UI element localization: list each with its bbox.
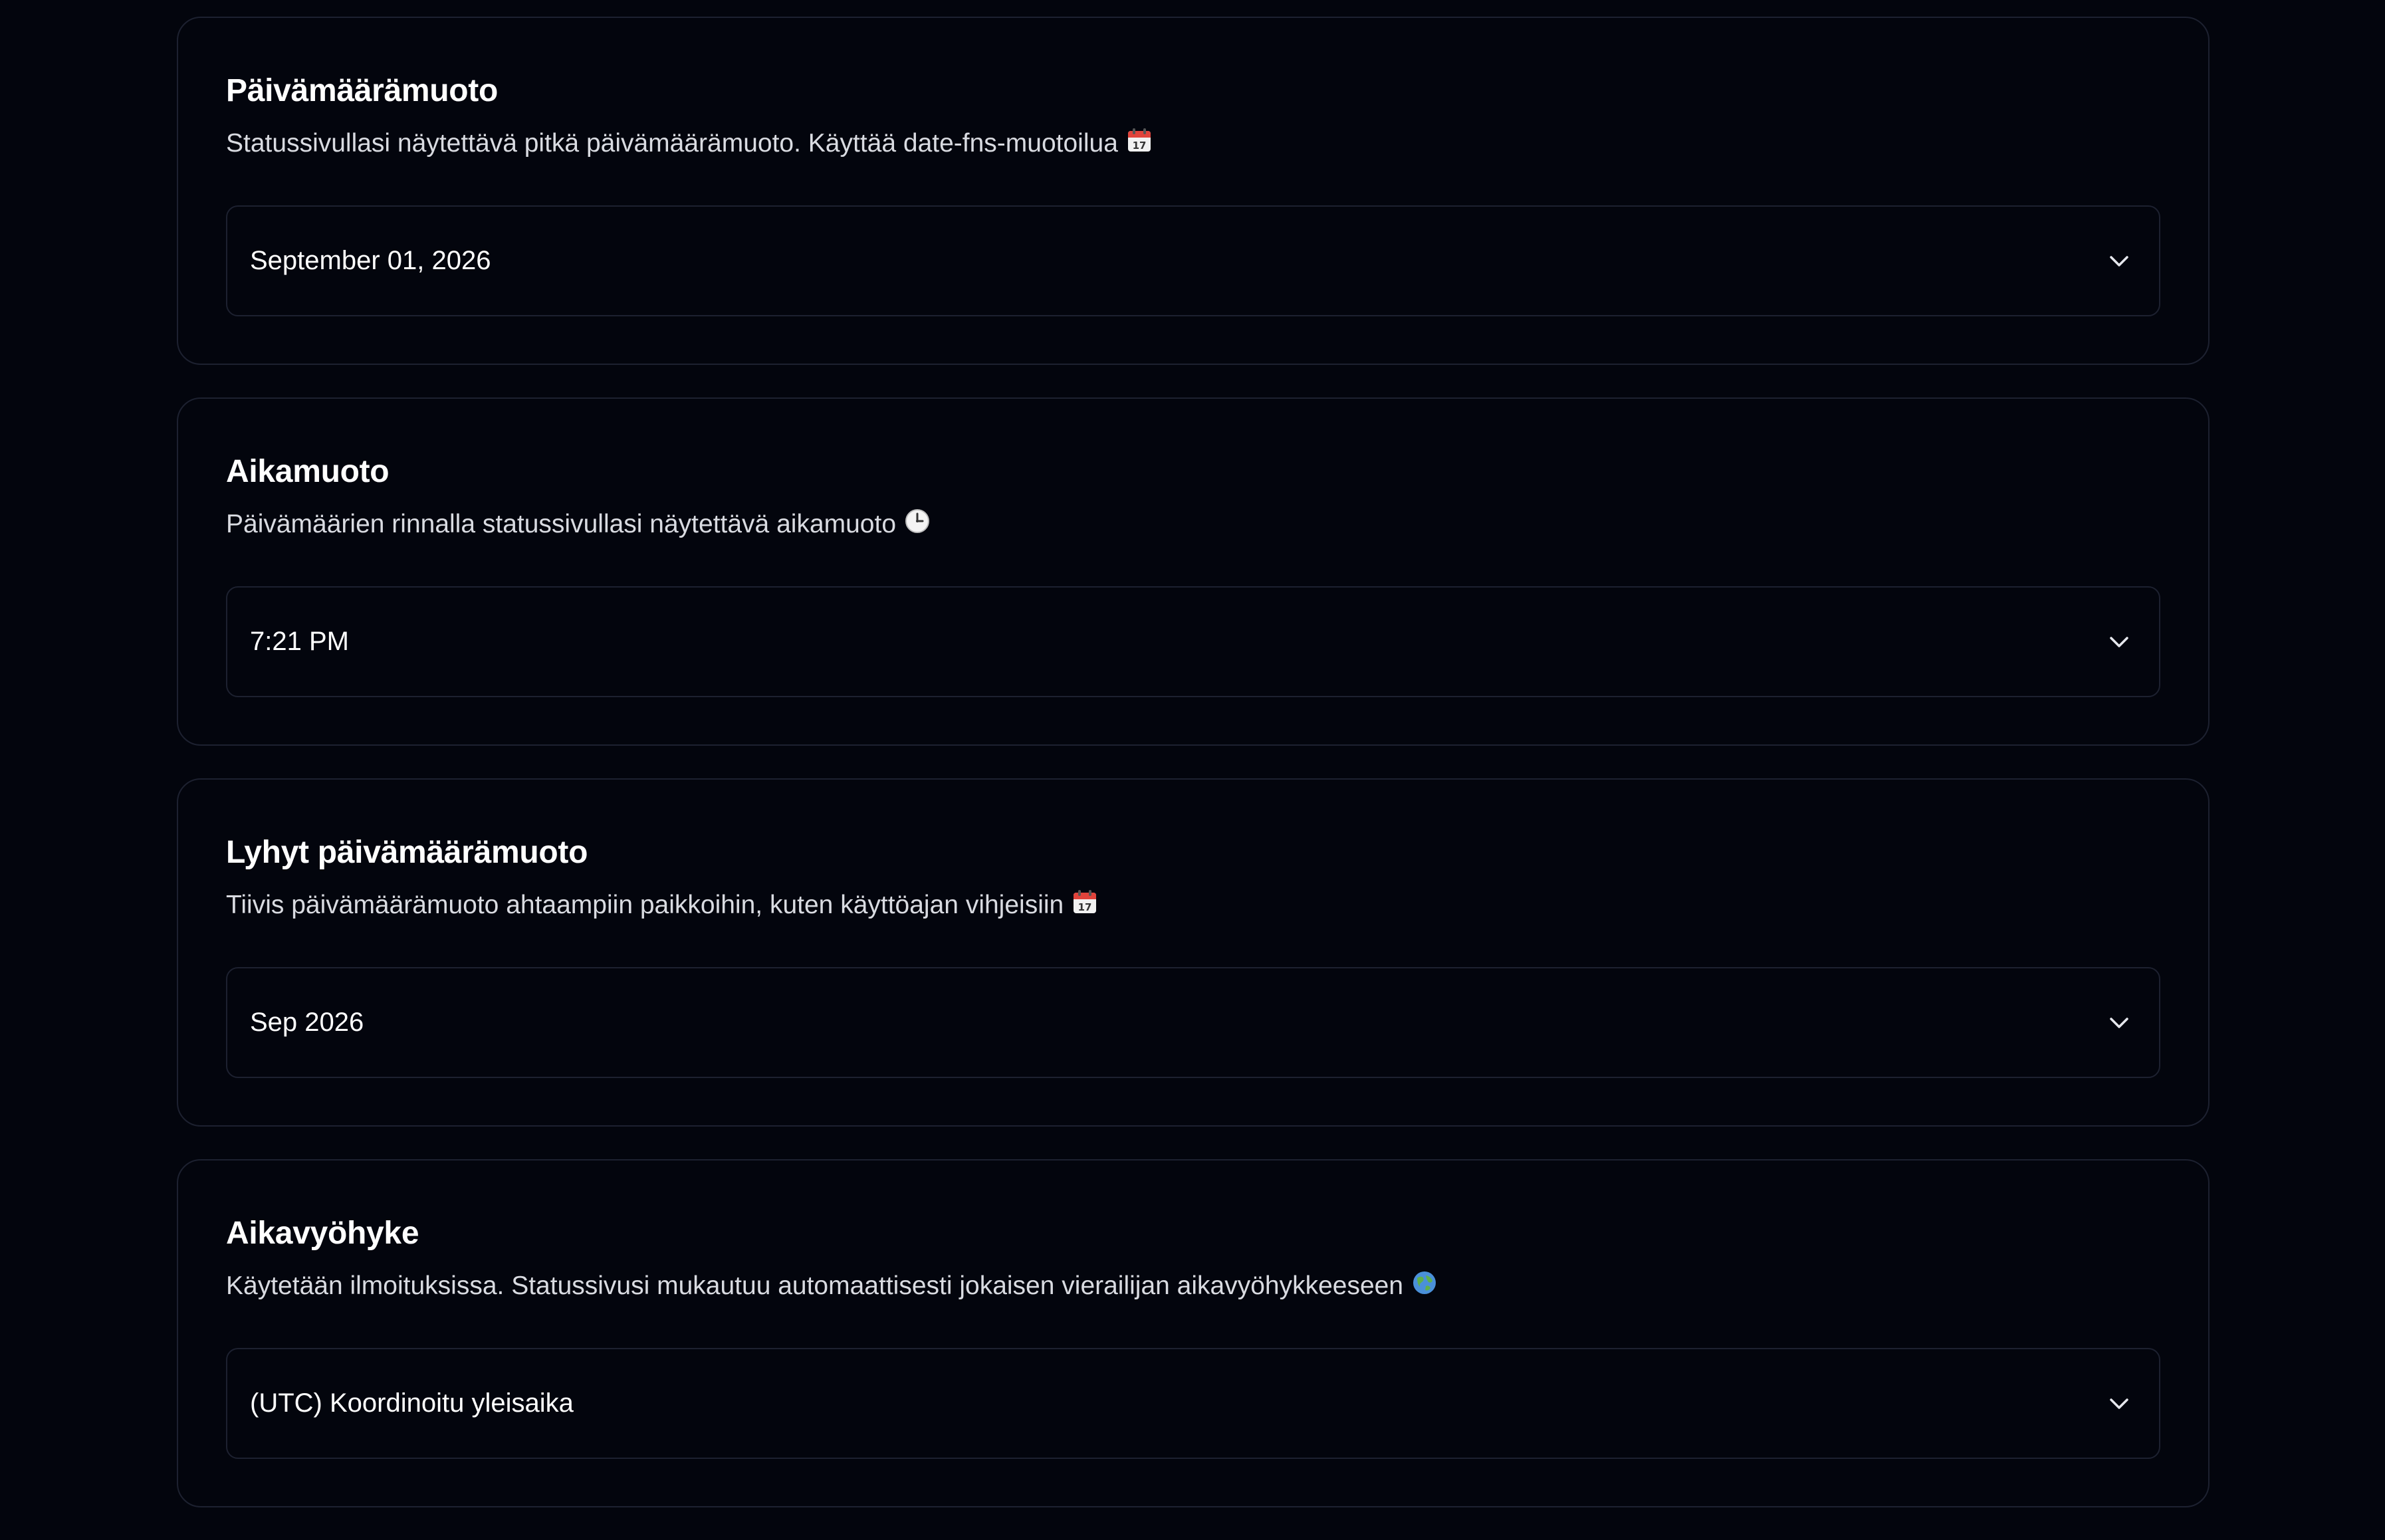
timezone-description-text: Käytetään ilmoituksissa. Statussivusi mukautuu automaattisesti jokaisen vierailijan aikavyöhykkeeseen — [226, 1271, 1404, 1300]
settings-list — [177, 17, 2210, 1540]
timezone-selected-value: (UTC) Koordinoitu yleisaika — [250, 1388, 574, 1418]
timezone-title: Aikavyöhyke — [226, 1216, 419, 1251]
short-date-format-card — [177, 778, 2210, 1127]
calendar-icon — [1126, 127, 1153, 160]
date-format-select[interactable] — [226, 205, 2160, 316]
date-format-description — [226, 127, 1153, 160]
short-date-format-select[interactable] — [226, 967, 2160, 1078]
svg-text:17: 17 — [1078, 901, 1092, 913]
timezone-select[interactable] — [226, 1348, 2160, 1459]
chevron-down-icon — [2104, 1389, 2134, 1418]
date-format-description-text: Statussivullasi näytettävä pitkä päivämäärämuoto. Käyttää date-fns-muotoilua — [226, 129, 1118, 158]
chevron-down-icon — [2104, 627, 2134, 657]
chevron-down-icon — [2104, 247, 2134, 276]
date-format-card — [177, 17, 2210, 365]
date-format-selected-value: September 01, 2026 — [250, 246, 491, 275]
chevron-down-icon — [2104, 1008, 2134, 1038]
timezone-card — [177, 1159, 2210, 1507]
date-format-title: Päivämäärämuoto — [226, 73, 499, 108]
time-format-description-text: Päivämäärien rinnalla statussivullasi näytettävä aikamuoto — [226, 510, 897, 538]
short-date-format-selected-value: Sep 2026 — [250, 1008, 364, 1037]
short-date-format-description-text: Tiivis päivämäärämuoto ahtaampiin paikkoihin, kuten käyttöajan vihjeisiin — [226, 891, 1064, 919]
svg-text:17: 17 — [1132, 140, 1147, 152]
time-format-description — [226, 508, 931, 541]
globe-icon — [1411, 1269, 1438, 1303]
short-date-format-title: Lyhyt päivämäärämuoto — [226, 835, 588, 870]
clock-icon — [904, 508, 931, 541]
calendar-icon — [1072, 889, 1098, 922]
time-format-selected-value: 7:21 PM — [250, 627, 349, 656]
time-format-select[interactable] — [226, 586, 2160, 697]
short-date-format-description — [226, 889, 1098, 922]
time-format-title: Aikamuoto — [226, 454, 390, 489]
time-format-card — [177, 397, 2210, 746]
timezone-description — [226, 1269, 1438, 1303]
